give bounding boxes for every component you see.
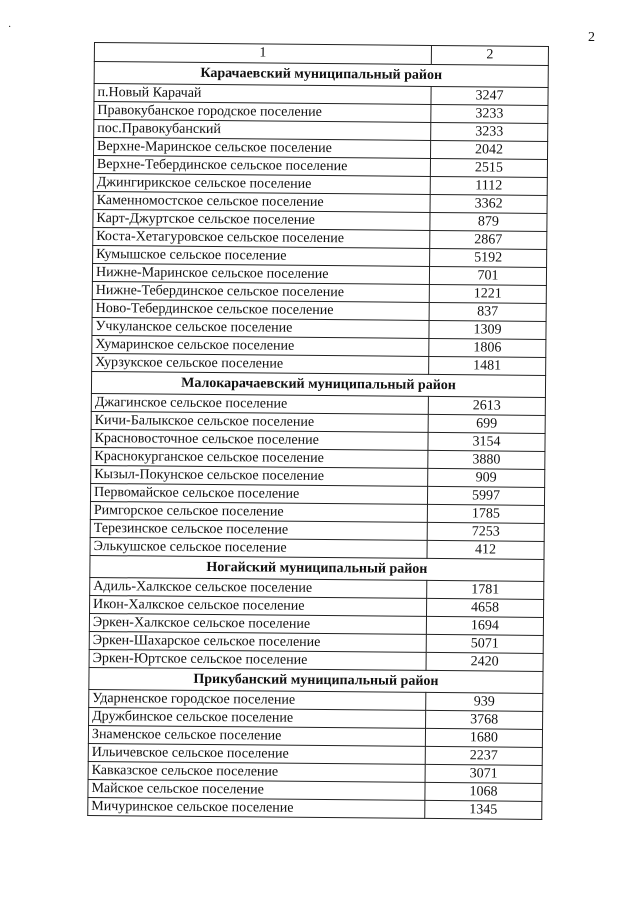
settlement-name: Краснокурганское сельское поселение xyxy=(91,447,428,468)
population-value: 3233 xyxy=(431,104,548,123)
settlement-name: Каменномостское сельское поселение xyxy=(93,191,430,212)
population-value: 3768 xyxy=(426,710,543,729)
settlement-name: Хумаринское сельское поселение xyxy=(92,335,429,356)
settlement-name: Карт-Джуртское сельское поселение xyxy=(93,209,430,230)
settlement-name: Красновосточное сельское поселение xyxy=(91,429,428,450)
settlement-name: п.Новый Карачай xyxy=(94,84,431,105)
settlement-name: Терезинское сельское поселение xyxy=(90,519,427,540)
settlement-name: Эркен-Халкское сельское поселение xyxy=(89,613,426,634)
district-title: Ногайский муниципальный район xyxy=(90,555,544,581)
population-value: 4658 xyxy=(426,598,543,617)
table-body xyxy=(88,43,549,820)
table-row xyxy=(88,797,542,819)
population-value: 1221 xyxy=(429,284,546,303)
population-value: 5997 xyxy=(427,486,544,505)
population-value: 3071 xyxy=(425,764,542,783)
population-value: 1112 xyxy=(430,176,547,195)
settlement-name: Кавказское сельское поселение xyxy=(88,761,425,782)
population-value: 5192 xyxy=(430,248,547,267)
population-value: 2237 xyxy=(425,746,542,765)
population-value: 1806 xyxy=(429,338,546,357)
settlement-name: Верхне-Маринское сельское поселение xyxy=(94,138,431,159)
settlement-name: Эркен-Шахарское сельское поселение xyxy=(89,631,426,652)
district-title: Прикубанский муниципальный район xyxy=(89,667,543,693)
settlement-name: Первомайское сельское поселение xyxy=(90,483,427,504)
settlement-name: Джагинское сельское поселение xyxy=(91,393,428,414)
settlement-name: Коста-Хетагуровское сельское поселение xyxy=(93,227,430,248)
population-value: 1068 xyxy=(425,782,542,801)
settlement-name: Учкуланское сельское поселение xyxy=(92,317,429,338)
page-number: 2 xyxy=(588,30,595,45)
settlement-name: Правокубанское городское поселение xyxy=(94,102,431,123)
settlement-name: Майское сельское поселение xyxy=(88,779,425,800)
settlement-name: Нижне-Тебердинское сельское поселение xyxy=(92,281,429,302)
column-header-1: 1 xyxy=(94,43,431,65)
settlement-name: Кичи-Балыкское сельское поселение xyxy=(91,411,428,432)
population-value: 879 xyxy=(430,212,547,231)
population-value: 2420 xyxy=(426,652,543,671)
population-value: 699 xyxy=(428,414,545,433)
settlement-name: Мичуринское сельское поселение xyxy=(88,797,425,818)
population-value: 837 xyxy=(429,302,546,321)
population-value: 909 xyxy=(428,468,545,487)
settlement-name: Ударненское городское поселение xyxy=(89,689,426,710)
settlement-name: Верхне-Тебердинское сельское поселение xyxy=(93,156,430,177)
population-value: 2867 xyxy=(430,230,547,249)
population-value: 5071 xyxy=(426,634,543,653)
settlement-name: Джингирикское сельское поселение xyxy=(93,173,430,194)
settlement-name: Хурзукское сельское поселение xyxy=(92,353,429,374)
population-value: 3154 xyxy=(428,432,545,451)
population-value: 7253 xyxy=(427,522,544,541)
settlement-name: Ильичевское сельское поселение xyxy=(88,743,425,764)
population-table xyxy=(87,42,549,820)
population-value: 3362 xyxy=(430,194,547,213)
population-value: 2613 xyxy=(428,396,545,415)
population-value: 1309 xyxy=(429,320,546,339)
population-value: 1680 xyxy=(425,728,542,747)
population-value: 412 xyxy=(427,540,544,559)
settlement-name: Икон-Халкское сельское поселение xyxy=(90,595,427,616)
population-value: 2515 xyxy=(430,158,547,177)
population-value: 1694 xyxy=(426,616,543,635)
settlement-name: Ново-Тебердинское сельское поселение xyxy=(92,299,429,320)
population-value: 1345 xyxy=(425,800,542,819)
settlement-name: Знаменское сельское поселение xyxy=(88,725,425,746)
population-value: 3247 xyxy=(431,86,548,105)
population-value: 3233 xyxy=(431,122,548,141)
settlement-name: Элькушское сельское поселение xyxy=(90,537,427,558)
settlement-name: Эркен-Юртское сельское поселение xyxy=(89,649,426,670)
district-title: Малокарачаевский муниципальный район xyxy=(91,371,545,397)
population-value: 939 xyxy=(426,692,543,711)
district-title: Карачаевский муниципальный район xyxy=(94,62,548,88)
settlement-name: Римгорское сельское поселение xyxy=(90,501,427,522)
column-header-2: 2 xyxy=(431,45,548,65)
population-value: 1785 xyxy=(427,504,544,523)
settlement-name: Нижне-Маринское сельское поселение xyxy=(92,263,429,284)
population-value: 701 xyxy=(429,266,546,285)
population-value: 2042 xyxy=(430,140,547,159)
settlement-name: Дружбинское сельское поселение xyxy=(89,707,426,728)
population-value: 1781 xyxy=(427,580,544,599)
settlement-name: пос.Правокубанский xyxy=(94,120,431,141)
settlement-name: Кызыл-Покунское сельское поселение xyxy=(91,465,428,486)
margin-mark: · xyxy=(8,22,12,33)
settlement-name: Кумышское сельское поселение xyxy=(93,245,430,266)
population-value: 3880 xyxy=(428,450,545,469)
settlement-name: Адиль-Халкское сельское поселение xyxy=(90,577,427,598)
population-value: 1481 xyxy=(429,356,546,375)
